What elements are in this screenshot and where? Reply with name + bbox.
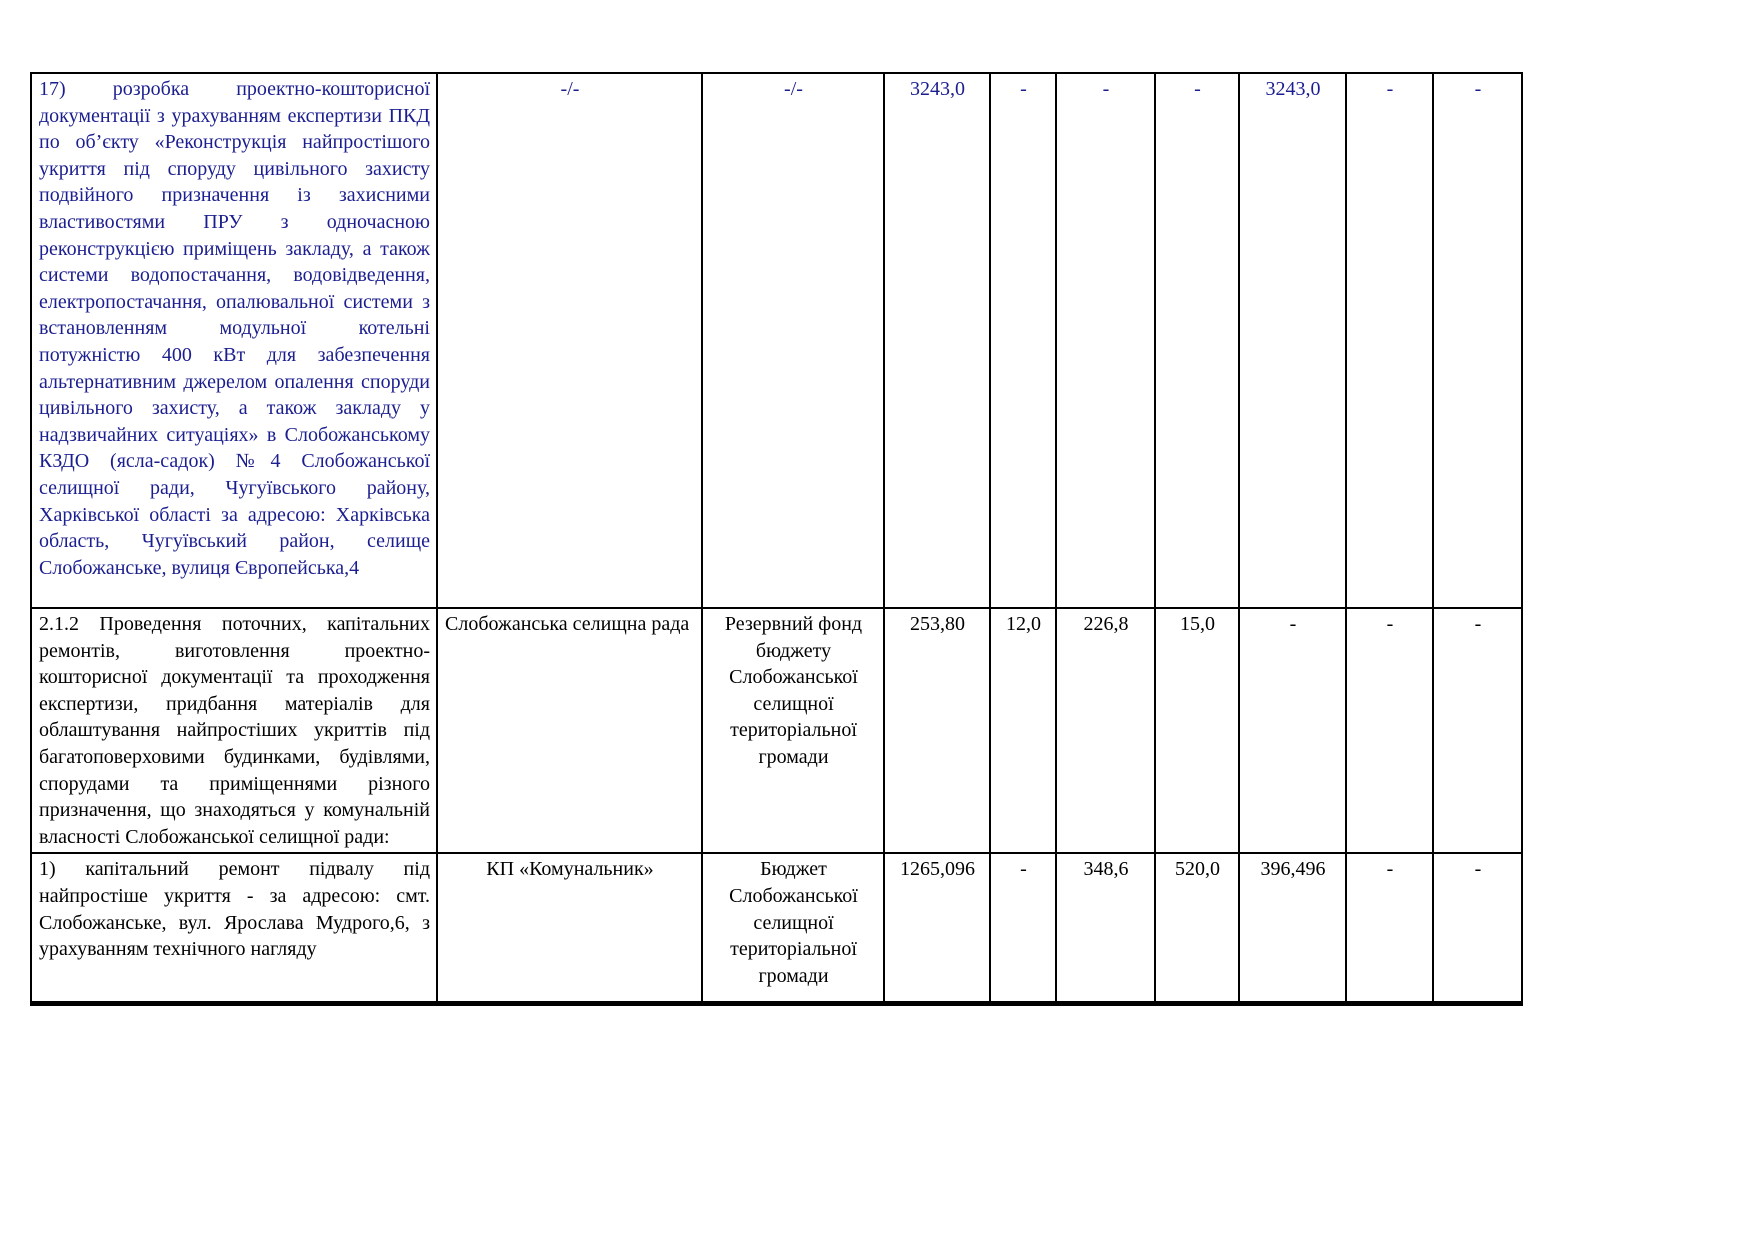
cell-item-1-col6: 348,6 bbox=[1056, 853, 1155, 1003]
cell-item-2-1-2-col6: 226,8 bbox=[1056, 608, 1155, 853]
cell-item-17-col4: 3243,0 bbox=[884, 73, 990, 608]
cell-item-17-col5: - bbox=[990, 73, 1056, 608]
cell-item-2-1-2-col10: - bbox=[1433, 608, 1522, 853]
cell-item-2-1-2-col5: 12,0 bbox=[990, 608, 1056, 853]
cell-item-1-col1: 1) капітальний ремонт підвалу під найпростіше укриття - за адресою: смт. Слобожанське, вул. Ярослава Мудрого,6, з урахуванням технічного нагляду bbox=[31, 853, 437, 1003]
cell-item-17-col1: 17) розробка проектно-кошторисної документації з урахуванням експертизи ПКД по об’єкту «Реконструкція найпростішого укриття під споруду цивільного захисту подвійного призначення із захисними властивостями ПРУ з одночасною реконструкцією приміщень закладу, а також системи водопостачання, водовідведення, електропостачання, опалювальної системи з встановленням модульної котельні потужністю 400 кВт для забезпечення альтернативним джерелом опалення споруди цивільного захисту, а також закладу у надзвичайних ситуаціях» в Слобожанському КЗДО (ясла-садок) №4 Слобожанської селищної ради, Чугуївського району, Харківської області за адресою: Харківська область, Чугуївський район, селище Слобожанське, вулиця Європейська,4 bbox=[31, 73, 437, 608]
cell-item-2-1-2-col4: 253,80 bbox=[884, 608, 990, 853]
cell-item-2-1-2-col7: 15,0 bbox=[1155, 608, 1239, 853]
table-row-item-1 bbox=[31, 853, 1522, 1003]
cell-item-17-col3: -/- bbox=[702, 73, 884, 608]
budget-measures-table-body bbox=[31, 73, 1522, 1003]
cell-item-1-col8: 396,496 bbox=[1239, 853, 1346, 1003]
cell-item-1-col5: - bbox=[990, 853, 1056, 1003]
cell-item-1-col10: - bbox=[1433, 853, 1522, 1003]
cell-item-17-col9: - bbox=[1346, 73, 1433, 608]
table-row-item-17 bbox=[31, 73, 1522, 608]
cell-item-1-col4: 1265,096 bbox=[884, 853, 990, 1003]
cell-item-17-col10: - bbox=[1433, 73, 1522, 608]
cell-item-2-1-2-col1: 2.1.2 Проведення поточних, капітальних ремонтів, виготовлення проектно-кошторисної документації та проходження експертизи, придбання матеріалів для облаштування найпростіших укриттів під багатоповерховими будинками, будівлями, спорудами та приміщеннями різного призначення, що знаходяться у комунальній власності Слобожанської селищної ради: bbox=[31, 608, 437, 853]
cell-item-1-col7: 520,0 bbox=[1155, 853, 1239, 1003]
cell-item-2-1-2-col9: - bbox=[1346, 608, 1433, 853]
cell-item-17-col2: -/- bbox=[437, 73, 702, 608]
cell-item-1-col2: КП «Комунальник» bbox=[437, 853, 702, 1003]
cell-item-1-col9: - bbox=[1346, 853, 1433, 1003]
cell-item-2-1-2-col8: - bbox=[1239, 608, 1346, 853]
cell-item-17-col8: 3243,0 bbox=[1239, 73, 1346, 608]
cell-item-2-1-2-col2: Слобожанська селищна рада bbox=[437, 608, 702, 853]
cell-item-17-col7: - bbox=[1155, 73, 1239, 608]
cell-item-2-1-2-col3: Резервний фонд бюджету Слобожанської селищної територіальної громади bbox=[702, 608, 884, 853]
cell-item-1-col3: Бюджет Слобожанської селищної територіальної громади bbox=[702, 853, 884, 1003]
table-row-item-2-1-2 bbox=[31, 608, 1522, 853]
budget-measures-table bbox=[30, 72, 1523, 1006]
cell-item-17-col6: - bbox=[1056, 73, 1155, 608]
